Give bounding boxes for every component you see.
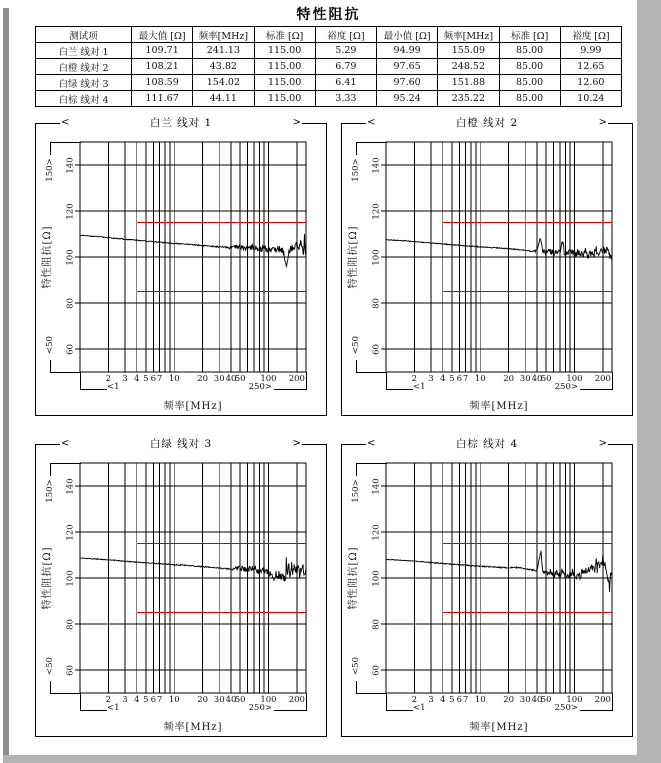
y-axis-label: 特性阻抗[Ω] [42, 225, 53, 289]
table-header-cell: 裕度 [Ω] [560, 27, 621, 43]
x-range-label-start: <1 [107, 382, 120, 392]
x-tick-label: 5 [143, 374, 149, 384]
table-header-cell: 频率[MHz] [438, 27, 499, 43]
y-tick-label: 60 [65, 664, 76, 676]
y-range-bracket-bottom [356, 360, 387, 373]
table-header-cell: 频率[MHz] [193, 27, 254, 43]
y-tick-label: 120 [65, 523, 76, 541]
x-range-bracket-left [386, 372, 413, 390]
value-cell: 6.41 [315, 75, 376, 91]
pair-name-cell: 白棕 线对 4 [36, 91, 132, 107]
value-cell: 10.24 [560, 91, 621, 107]
x-tick-label: 6 [456, 374, 463, 384]
top-border-left [36, 123, 60, 124]
value-cell: 3.33 [315, 91, 376, 107]
table-header-cell: 裕度 [Ω] [315, 27, 376, 43]
y-range-label-top: 150> [45, 158, 55, 182]
x-tick-label: 50 [234, 374, 246, 384]
value-cell: 155.09 [438, 43, 499, 59]
table-header-cell: 标准 [Ω] [499, 27, 560, 43]
value-cell: 115.00 [254, 75, 315, 91]
x-tick-label: 4 [134, 374, 140, 384]
chart-title: 白棕 线对 4 [455, 438, 519, 450]
y-tick-label: 120 [65, 202, 76, 220]
y-tick-label: 140 [371, 156, 382, 174]
value-cell: 95.24 [377, 91, 438, 107]
page-edge-right [637, 0, 661, 763]
value-cell: 94.99 [377, 43, 438, 59]
x-tick-label: 30 [213, 695, 225, 705]
x-tick-label: 10 [168, 374, 180, 384]
value-cell: 115.00 [254, 59, 315, 75]
x-tick-label: 200 [288, 695, 305, 705]
x-tick-label: 20 [197, 374, 209, 384]
x-axis-label: 频率[MHz] [469, 401, 529, 412]
value-cell: 85.00 [499, 59, 560, 75]
x-tick-label: 100 [260, 374, 277, 384]
value-cell: 115.00 [254, 43, 315, 59]
chart-pair-4 [341, 438, 633, 737]
y-tick-label: 80 [371, 618, 382, 630]
y-tick-label: 140 [65, 156, 76, 174]
x-tick-label: 200 [594, 374, 611, 384]
range-arrow-left-icon: < [61, 117, 70, 128]
x-tick-label: 200 [594, 695, 611, 705]
y-tick-label: 60 [371, 343, 382, 355]
x-tick-label: 4 [440, 695, 446, 705]
x-tick-label: 3 [122, 695, 128, 705]
x-tick-label: 40 [225, 374, 237, 384]
value-cell: 12.60 [560, 75, 621, 91]
x-tick-label: 40 [225, 695, 237, 705]
y-range-bracket-top [50, 142, 81, 155]
y-tick-label: 100 [65, 248, 76, 266]
x-range-bracket-right [580, 693, 613, 711]
y-range-bracket-bottom [50, 681, 81, 694]
x-range-bracket-right [274, 693, 307, 711]
y-range-bracket-bottom [50, 360, 81, 373]
plot-svg [80, 463, 306, 693]
x-tick-label: 100 [260, 695, 277, 705]
value-cell: 154.02 [193, 75, 254, 91]
x-tick-label: 5 [449, 695, 455, 705]
x-tick-label: 10 [168, 695, 180, 705]
value-cell: 6.79 [315, 59, 376, 75]
value-cell: 235.22 [438, 91, 499, 107]
x-tick-label: 2 [105, 374, 112, 384]
range-arrow-left-icon: < [61, 438, 70, 449]
table-header-cell: 最大值 [Ω] [132, 27, 193, 43]
chart-pair-1 [35, 117, 327, 416]
x-tick-label: 50 [540, 374, 552, 384]
top-border-right [302, 444, 326, 445]
value-cell: 12.65 [560, 59, 621, 75]
x-range-label-start: <1 [413, 382, 426, 392]
value-cell: 115.00 [254, 91, 315, 107]
x-tick-label: 20 [503, 695, 515, 705]
x-axis-label: 频率[MHz] [163, 401, 223, 412]
y-axis-label: 特性阻抗[Ω] [348, 225, 359, 289]
x-tick-label: 3 [428, 695, 434, 705]
plot-svg [80, 142, 306, 372]
plot-area [386, 142, 612, 372]
chart-title: 白橙 线对 2 [455, 117, 519, 129]
x-range-label-stop: 250> [554, 703, 578, 713]
y-range-label-bottom: <50 [45, 657, 55, 675]
x-tick-label: 6 [150, 695, 157, 705]
value-cell: 44.11 [193, 91, 254, 107]
impedance-trace [80, 557, 306, 581]
pair-name-cell: 白兰 线对 1 [36, 43, 132, 59]
chart-title-bar [36, 117, 326, 137]
x-tick-label: 2 [411, 374, 418, 384]
value-cell: 97.60 [377, 75, 438, 91]
y-range-label-top: 150> [45, 479, 55, 503]
x-axis-label: 频率[MHz] [163, 722, 223, 733]
chart-title: 白兰 线对 1 [149, 117, 213, 129]
plot-svg [386, 142, 612, 372]
x-tick-label: 10 [474, 695, 486, 705]
plot-area [80, 142, 306, 372]
x-range-bracket-left [386, 693, 413, 711]
x-tick-label: 200 [288, 374, 305, 384]
value-cell: 111.67 [132, 91, 193, 107]
y-tick-label: 80 [65, 297, 76, 309]
x-tick-label: 7 [156, 695, 163, 705]
top-border-right [608, 123, 632, 124]
y-tick-label: 140 [371, 477, 382, 495]
impedance-trace [386, 239, 612, 262]
top-border-left [342, 444, 366, 445]
value-cell: 109.71 [132, 43, 193, 59]
x-tick-label: 100 [566, 374, 583, 384]
page-title: 特性阻抗 [296, 7, 361, 23]
x-tick-label: 30 [519, 374, 531, 384]
x-tick-label: 5 [143, 695, 149, 705]
x-range-bracket-right [580, 372, 613, 390]
value-cell: 241.13 [193, 43, 254, 59]
y-range-label-top: 150> [351, 479, 361, 503]
top-border-right [608, 444, 632, 445]
value-cell: 5.29 [315, 43, 376, 59]
value-cell: 85.00 [499, 91, 560, 107]
value-cell: 43.82 [193, 59, 254, 75]
x-tick-label: 20 [503, 374, 515, 384]
x-tick-label: 50 [234, 695, 246, 705]
x-tick-label: 30 [213, 374, 225, 384]
chart-title-bar [342, 117, 632, 137]
range-arrow-right-icon: > [292, 438, 302, 449]
x-tick-label: 7 [156, 374, 163, 384]
x-tick-label: 5 [449, 374, 455, 384]
x-tick-label: 4 [134, 695, 140, 705]
x-range-label-stop: 250> [248, 703, 272, 713]
y-tick-label: 100 [371, 248, 382, 266]
x-tick-label: 6 [150, 374, 157, 384]
x-tick-label: 30 [519, 695, 531, 705]
x-tick-label: 2 [411, 695, 418, 705]
y-tick-label: 100 [65, 569, 76, 587]
value-cell: 85.00 [499, 75, 560, 91]
y-range-bracket-top [356, 463, 387, 476]
y-tick-label: 140 [65, 477, 76, 495]
pair-name-cell: 白橙 线对 2 [36, 59, 132, 75]
x-range-bracket-left [80, 693, 107, 711]
x-tick-label: 50 [540, 695, 552, 705]
x-tick-label: 3 [122, 374, 128, 384]
value-cell: 108.59 [132, 75, 193, 91]
x-tick-label: 40 [531, 374, 543, 384]
plot-svg [386, 463, 612, 693]
chart-title: 白绿 线对 3 [149, 438, 213, 450]
range-arrow-left-icon: < [367, 438, 376, 449]
x-range-label-stop: 250> [554, 382, 578, 392]
pair-name-cell: 白绿 线对 3 [36, 75, 132, 91]
y-tick-label: 80 [371, 297, 382, 309]
y-tick-label: 120 [371, 523, 382, 541]
page-edge-bottom [3, 755, 637, 763]
y-tick-label: 100 [371, 569, 382, 587]
top-border-left [342, 123, 366, 124]
x-tick-label: 20 [197, 695, 209, 705]
range-arrow-right-icon: > [598, 117, 608, 128]
chart-pair-2 [341, 117, 633, 416]
plot-area [386, 463, 612, 693]
x-range-bracket-left [80, 372, 107, 390]
x-tick-label: 100 [566, 695, 583, 705]
impedance-trace [80, 234, 306, 267]
table-header-cell: 标准 [Ω] [254, 27, 315, 43]
y-range-bracket-bottom [356, 681, 387, 694]
plot-area [80, 463, 306, 693]
range-arrow-left-icon: < [367, 117, 376, 128]
y-range-label-bottom: <50 [351, 657, 361, 675]
range-arrow-right-icon: > [292, 117, 302, 128]
y-range-label-bottom: <50 [45, 336, 55, 354]
x-tick-label: 7 [462, 695, 469, 705]
y-axis-label: 特性阻抗[Ω] [42, 546, 53, 610]
x-tick-label: 6 [456, 695, 463, 705]
top-border-right [302, 123, 326, 124]
y-range-label-bottom: <50 [351, 336, 361, 354]
value-cell: 97.65 [377, 59, 438, 75]
x-tick-label: 10 [474, 374, 486, 384]
y-tick-label: 80 [65, 618, 76, 630]
x-tick-label: 40 [531, 695, 543, 705]
table-header-cell: 测试项 [36, 27, 132, 43]
x-tick-label: 4 [440, 374, 446, 384]
range-arrow-right-icon: > [598, 438, 608, 449]
y-tick-label: 60 [65, 343, 76, 355]
x-tick-label: 2 [105, 695, 112, 705]
y-range-label-top: 150> [351, 158, 361, 182]
x-tick-label: 7 [462, 374, 469, 384]
table-header-cell: 最小值 [Ω] [377, 27, 438, 43]
x-range-label-start: <1 [413, 703, 426, 713]
page-edge-left [3, 8, 9, 763]
chart-pair-3 [35, 438, 327, 737]
x-range-bracket-right [274, 372, 307, 390]
y-tick-label: 60 [371, 664, 382, 676]
y-range-bracket-top [356, 142, 387, 155]
impedance-trace [386, 551, 612, 592]
x-range-label-start: <1 [107, 703, 120, 713]
y-axis-label: 特性阻抗[Ω] [348, 546, 359, 610]
value-cell: 9.99 [560, 43, 621, 59]
x-axis-label: 频率[MHz] [469, 722, 529, 733]
chart-title-bar [36, 438, 326, 458]
chart-title-bar [342, 438, 632, 458]
x-range-label-stop: 250> [248, 382, 272, 392]
value-cell: 248.52 [438, 59, 499, 75]
value-cell: 151.88 [438, 75, 499, 91]
value-cell: 85.00 [499, 43, 560, 59]
y-tick-label: 120 [371, 202, 382, 220]
value-cell: 108.21 [132, 59, 193, 75]
y-range-bracket-top [50, 463, 81, 476]
x-tick-label: 3 [428, 374, 434, 384]
top-border-left [36, 444, 60, 445]
